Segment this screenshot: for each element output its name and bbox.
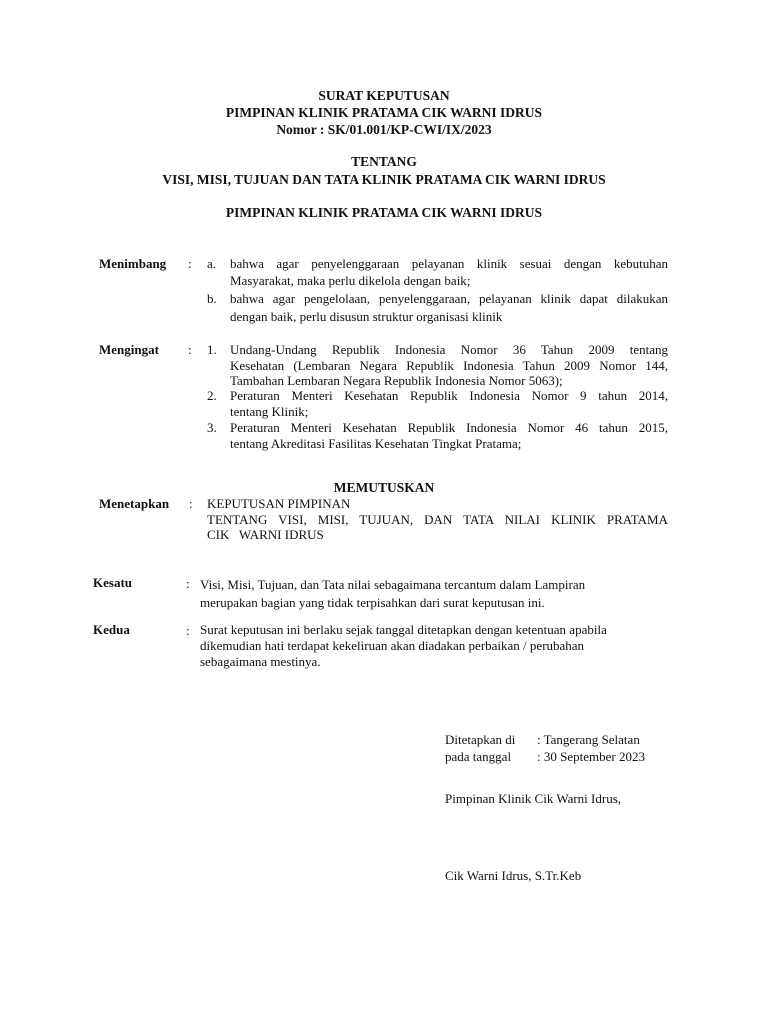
document-number: Nomor : SK/01.001/KP-CWI/IX/2023 [276, 122, 492, 137]
kesatu-line1: Visi, Misi, Tujuan, dan Tata nilai sebagaimana tercantum dalam Lampiran [200, 577, 586, 592]
mengingat-3-line1: Peraturan Menteri Kesehatan Republik Indonesia Nomor 46 tahun 2015, [230, 420, 668, 435]
menetapkan-line1: KEPUTUSAN PIMPINAN [207, 496, 351, 511]
menimbang-b-line2: dengan baik, perlu disusun struktur organisasi klinik [230, 309, 503, 324]
menetapkan-line2: TENTANG VISI, MISI, TUJUAN, DAN TATA NILAI KLINIK PRATAMA [207, 512, 668, 527]
menimbang-a-line1: bahwa agar penyelenggaraan pelayanan klinik sesuai dengan kebutuhan [230, 256, 668, 271]
document-title: SURAT KEPUTUSAN [318, 88, 450, 103]
menetapkan-colon: : [189, 496, 193, 511]
mengingat-1-line1: Undang-Undang Republik Indonesia Nomor 36 Tahun 2009 tentang [230, 342, 668, 357]
mengingat-1-line2: Kesehatan (Lembaran Negara Republik Indonesia Tahun 2009 Nomor 144, [230, 358, 668, 373]
sign-date-value: : 30 September 2023 [537, 749, 645, 764]
kedua-line2: dikemudian hati terdapat kekeliruan akan diadakan perbaikan / perubahan [200, 638, 585, 653]
kesatu-line2: merupakan bagian yang tidak terpisahkan dari surat keputusan ini. [200, 595, 545, 610]
menimbang-label: Menimbang [99, 256, 167, 271]
kesatu-colon: : [186, 576, 190, 591]
kedua-label: Kedua [93, 622, 130, 637]
mengingat-colon: : [188, 342, 192, 357]
menimbang-b-line1: bahwa agar pengelolaan, penyelenggaraan, pelayanan klinik dapat dilakukan [230, 291, 668, 306]
mengingat-marker-3: 3. [207, 420, 217, 435]
menimbang-colon: : [188, 256, 192, 271]
document-subtitle: PIMPINAN KLINIK PRATAMA CIK WARNI IDRUS [225, 105, 543, 120]
sign-name: Cik Warni Idrus, S.Tr.Keb [445, 868, 582, 883]
menetapkan-line3: CIK WARNI IDRUS [207, 527, 324, 542]
sign-position: Pimpinan Klinik Cik Warni Idrus, [445, 791, 622, 806]
sign-place-label: Ditetapkan di [445, 732, 516, 747]
issuer-heading: PIMPINAN KLINIK PRATAMA CIK WARNI IDRUS [225, 205, 543, 220]
menetapkan-label: Menetapkan [99, 496, 170, 511]
mengingat-marker-2: 2. [207, 388, 217, 403]
about-text: VISI, MISI, TUJUAN DAN TATA KLINIK PRATAMA CIK WARNI IDRUS [162, 172, 606, 187]
sign-place-value: : Tangerang Selatan [537, 732, 640, 747]
mengingat-1-line3: Tambahan Lembaran Negara Republik Indonesia Nomor 5063); [230, 373, 563, 388]
mengingat-marker-1: 1. [207, 342, 217, 357]
mengingat-2-line2: tentang Klinik; [230, 404, 309, 419]
mengingat-2-line1: Peraturan Menteri Kesehatan Republik Indonesia Nomor 9 tahun 2014, [230, 388, 668, 403]
menimbang-marker-b: b. [207, 291, 217, 306]
memutuskan-heading: MEMUTUSKAN [333, 480, 435, 495]
menimbang-marker-a: a. [207, 256, 217, 271]
kedua-line3: sebagaimana mestinya. [200, 654, 321, 669]
sign-date-label: pada tanggal [445, 749, 512, 764]
about-label: TENTANG [351, 154, 417, 169]
mengingat-label: Mengingat [99, 342, 159, 357]
kedua-colon: : [186, 623, 190, 638]
mengingat-3-line2: tentang Akreditasi Fasilitas Kesehatan Tingkat Pratama; [230, 436, 522, 451]
menimbang-a-line2: Masyarakat, maka perlu dikelola dengan baik; [230, 273, 471, 288]
kedua-line1: Surat keputusan ini berlaku sejak tanggal ditetapkan dengan ketentuan apabila [200, 622, 607, 637]
kesatu-label: Kesatu [93, 575, 132, 590]
